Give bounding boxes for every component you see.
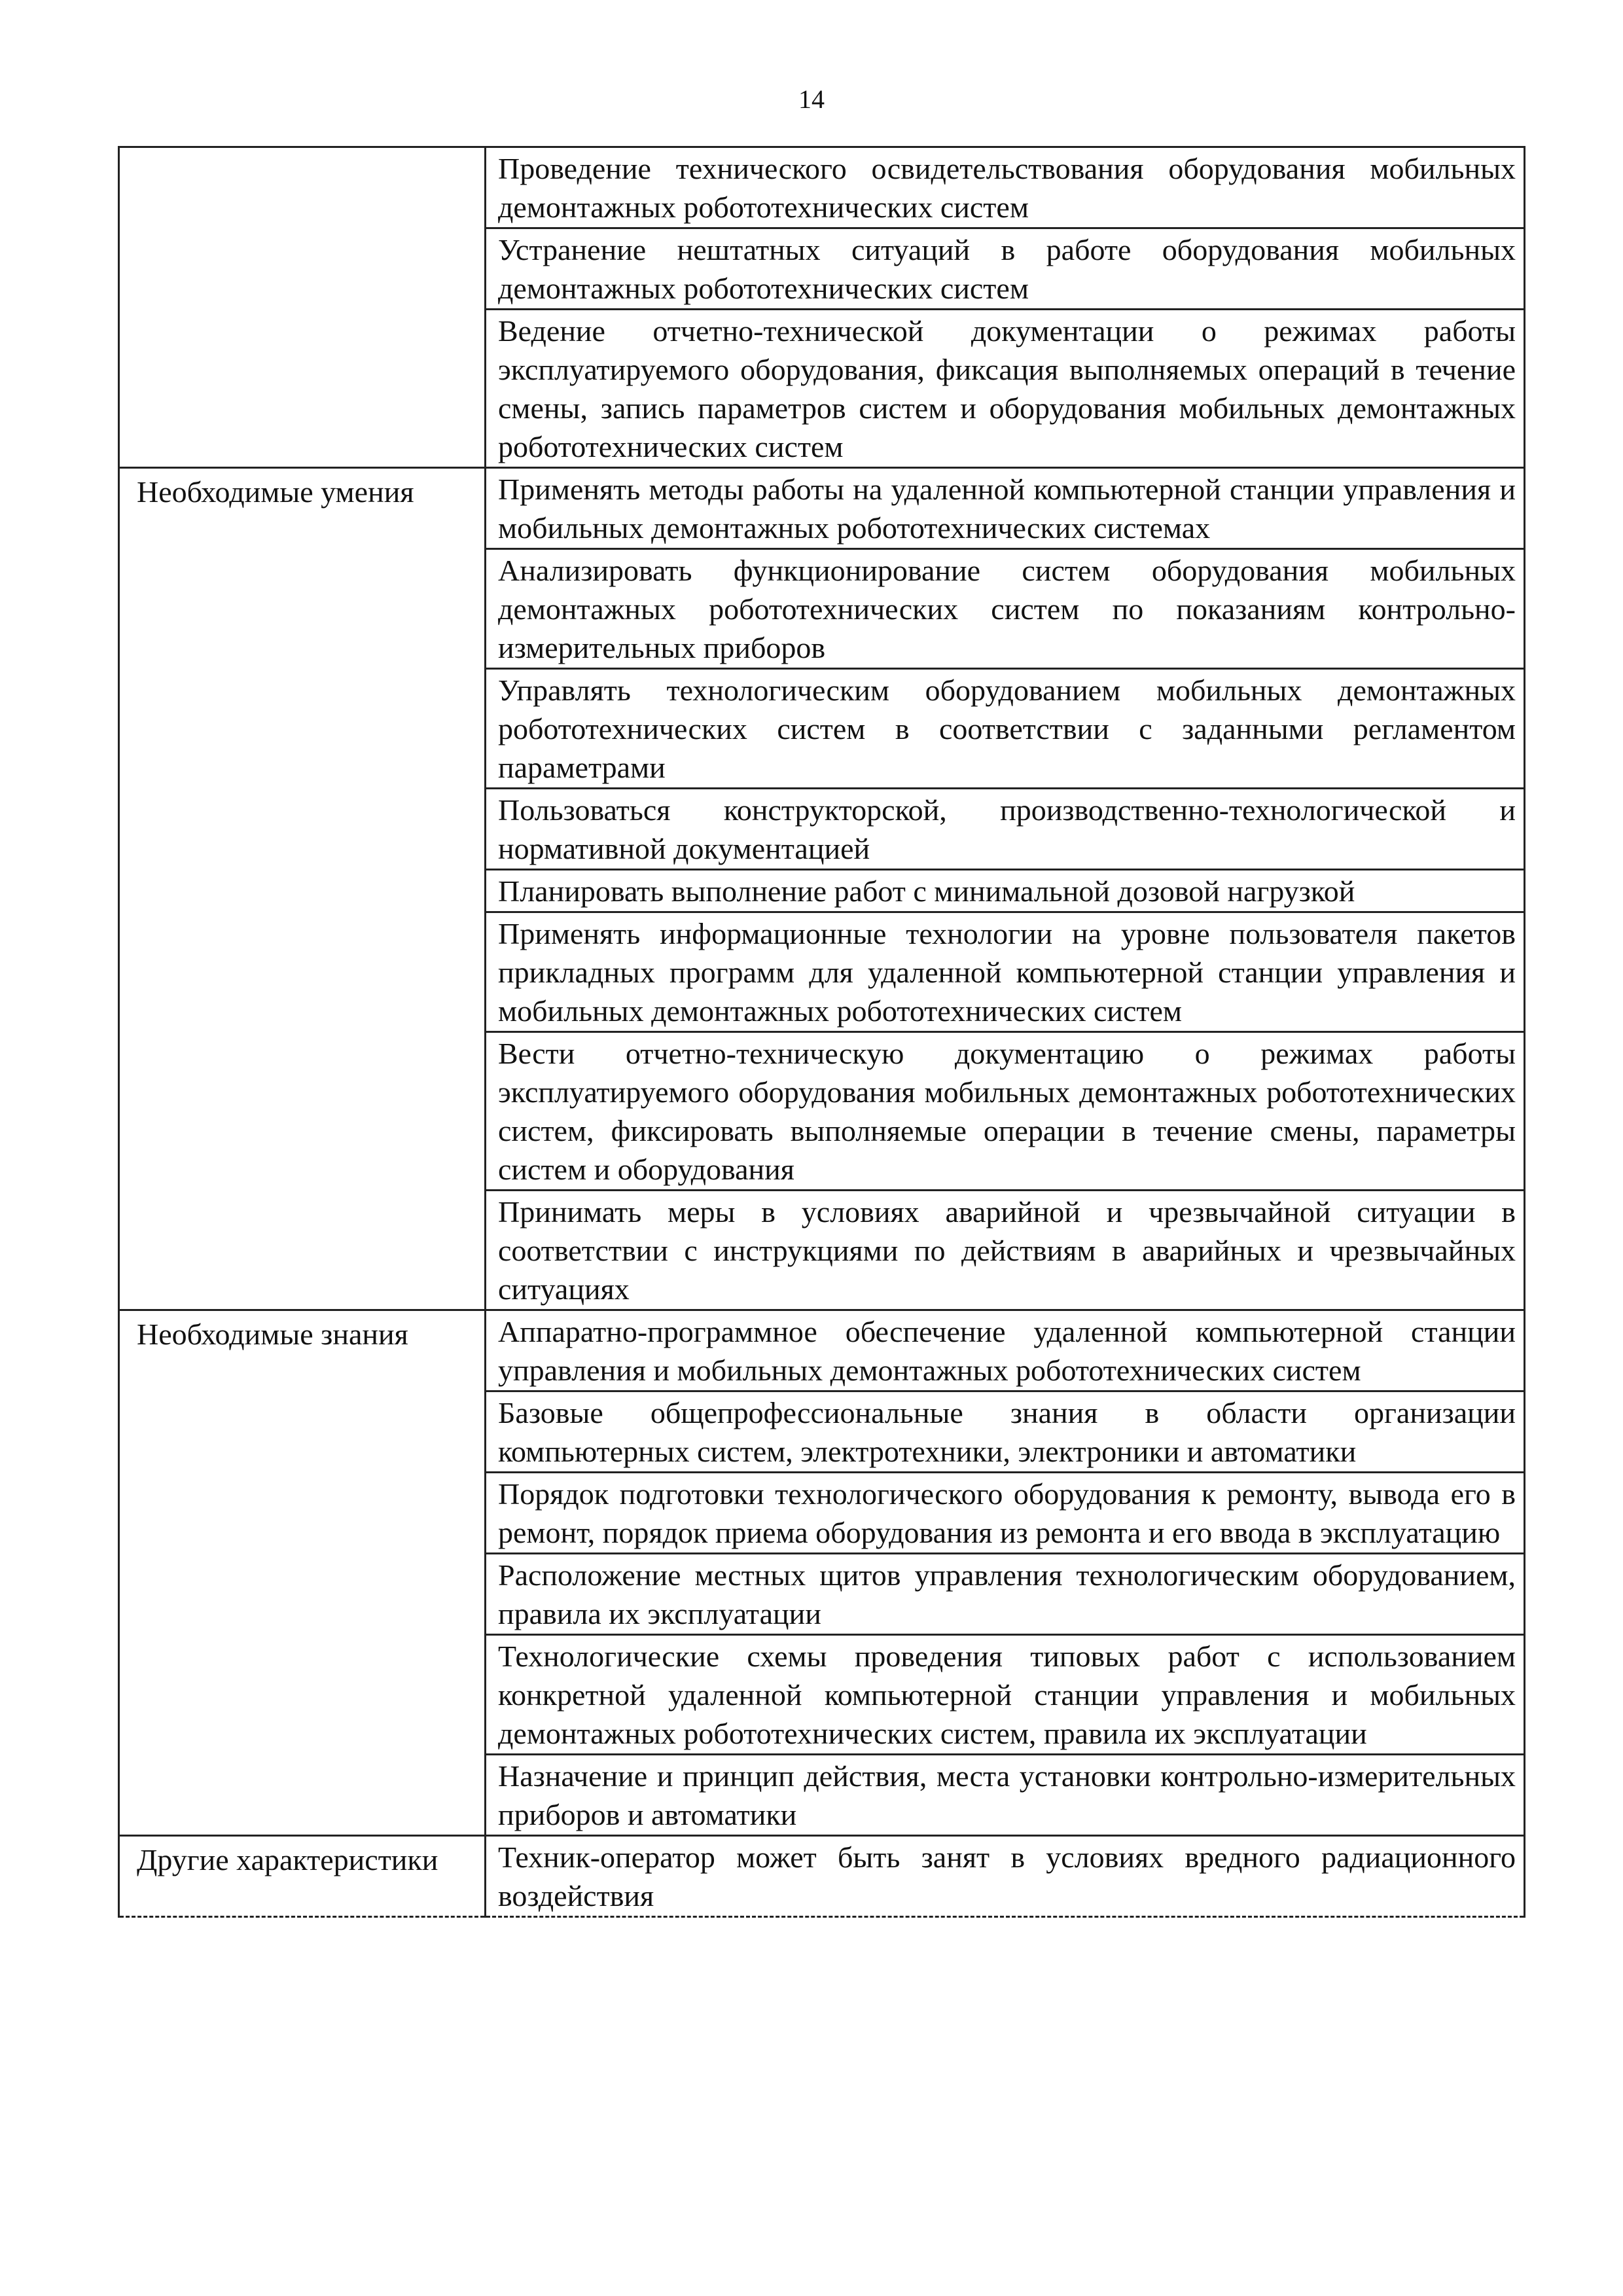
row-label-knowledge: Необходимые знания [119, 1310, 486, 1836]
table-cell: Назначение и принцип действия, места установки контрольно-измерительных приборов и автоматики [486, 1755, 1525, 1836]
table-cell: Порядок подготовки технологического оборудования к ремонту, вывода его в ремонт, порядок приема оборудования из ремонта и его ввода в эксплуатацию [486, 1473, 1525, 1554]
table-cell: Техник-оператор может быть занят в условиях вредного радиационного воздействия [486, 1836, 1525, 1917]
table-cell: Управлять технологическим оборудованием мобильных демонтажных робототехнических систем в соответствии с заданными регламентом параметрами [486, 669, 1525, 789]
table-cell: Вести отчетно-техническую документацию о режимах работы эксплуатируемого оборудования мобильных демонтажных робототехнических систем, фиксировать выполняемые операции в течение смены, параметры систем и оборудования [486, 1032, 1525, 1191]
table-cell: Базовые общепрофессиональные знания в области организации компьютерных систем, электротехники, электроники и автоматики [486, 1391, 1525, 1473]
table-cell: Планировать выполнение работ с минимальной дозовой нагрузкой [486, 870, 1525, 912]
table-cell: Анализировать функционирование систем оборудования мобильных демонтажных робототехнических систем по показаниям контрольно-измерительных приборов [486, 549, 1525, 669]
table-row [119, 1310, 1525, 1391]
table-row [119, 147, 1525, 228]
table-cell: Пользоваться конструкторской, производственно-технологической и нормативной документацией [486, 789, 1525, 870]
table-cell: Проведение технического освидетельствования оборудования мобильных демонтажных робототехнических систем [486, 147, 1525, 228]
table-cell: Технологические схемы проведения типовых работ с использованием конкретной удаленной компьютерной станции управления и мобильных демонтажных робототехнических систем, правила их эксплуатации [486, 1635, 1525, 1755]
table-cell: Принимать меры в условиях аварийной и чрезвычайной ситуации в соответствии с инструкциями по действиям в аварийных и чрезвычайных ситуациях [486, 1191, 1525, 1310]
table-cell: Применять информационные технологии на уровне пользователя пакетов прикладных программ для удаленной компьютерной станции управления и мобильных демонтажных робототехнических систем [486, 912, 1525, 1032]
page-number: 14 [798, 84, 825, 114]
table-cell: Расположение местных щитов управления технологическим оборудованием, правила их эксплуатации [486, 1554, 1525, 1635]
table-cell: Ведение отчетно-технической документации о режимах работы эксплуатируемого оборудования, фиксация выполняемых операций в течение смены, запись параметров систем и оборудования мобильных демонтажных робототехнических систем [486, 310, 1525, 468]
table-cell: Аппаратно-программное обеспечение удаленной компьютерной станции управления и мобильных демонтажных робототехнических систем [486, 1310, 1525, 1391]
labor-function-table [118, 146, 1525, 1918]
row-label-skills: Необходимые умения [119, 468, 486, 1310]
table-row [119, 468, 1525, 549]
table-row [119, 1836, 1525, 1917]
row-label-continuation [119, 147, 486, 468]
table-cell: Устранение нештатных ситуаций в работе оборудования мобильных демонтажных робототехнических систем [486, 228, 1525, 310]
table-cell: Применять методы работы на удаленной компьютерной станции управления и мобильных демонтажных робототехнических системах [486, 468, 1525, 549]
row-label-other: Другие характеристики [119, 1836, 486, 1917]
